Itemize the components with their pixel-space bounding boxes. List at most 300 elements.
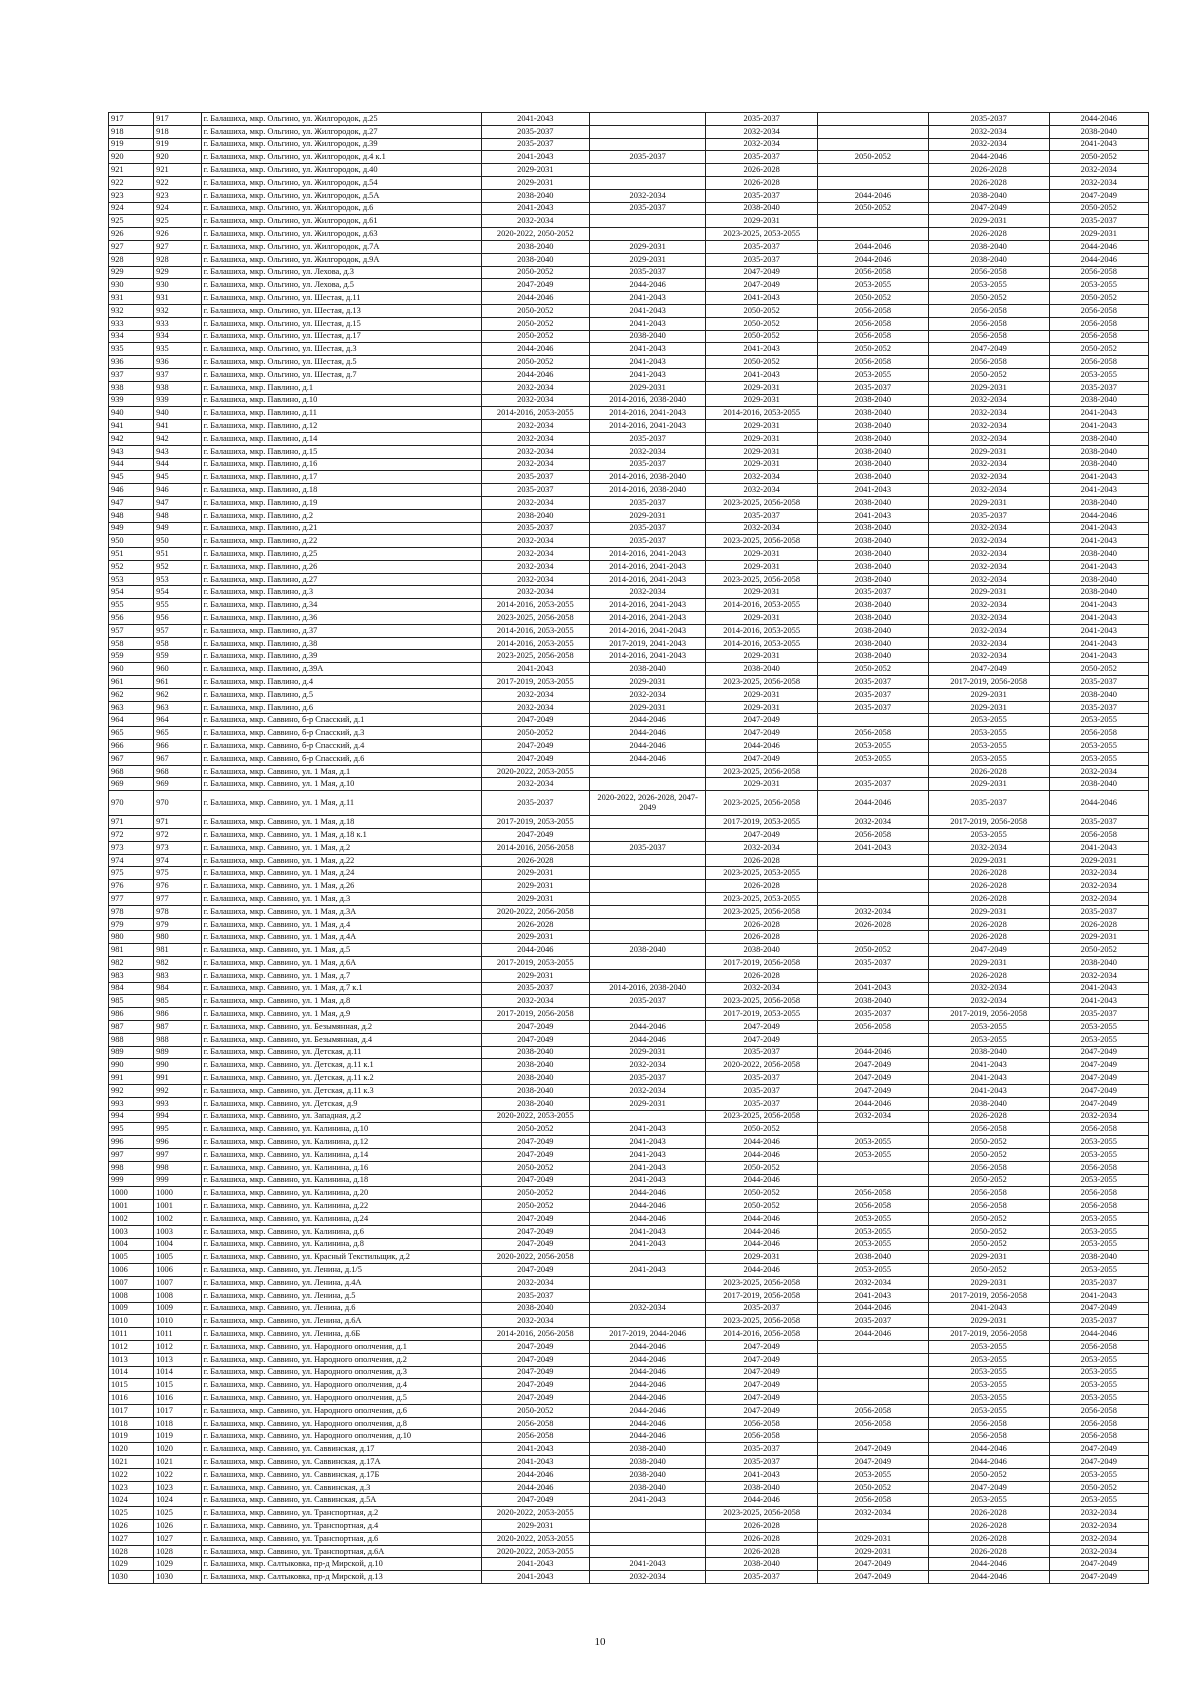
row-number-cell: 960 xyxy=(109,663,154,676)
period-3-cell: 2029-2031 xyxy=(706,586,818,599)
period-1-cell: 2029-2031 xyxy=(481,1520,589,1533)
period-2-cell: 2014-2016, 2038-2040 xyxy=(590,484,706,497)
house-id-cell: 968 xyxy=(154,765,201,778)
period-6-cell: 2032-2034 xyxy=(1049,1520,1148,1533)
period-4-cell: 2053-2055 xyxy=(818,1468,929,1481)
period-2-cell: 2035-2037 xyxy=(590,841,706,854)
house-id-cell: 947 xyxy=(154,496,201,509)
row-number-cell: 1005 xyxy=(109,1251,154,1264)
table-row xyxy=(109,1084,1149,1097)
period-4-cell xyxy=(818,1174,929,1187)
period-1-cell: 2017-2019, 2053-2055 xyxy=(481,957,589,970)
period-3-cell: 2029-2031 xyxy=(706,548,818,561)
period-5-cell: 2047-2049 xyxy=(928,944,1049,957)
period-6-cell: 2032-2034 xyxy=(1049,1507,1148,1520)
house-id-cell: 1030 xyxy=(154,1571,201,1584)
period-4-cell: 2056-2058 xyxy=(818,1417,929,1430)
house-id-cell: 1014 xyxy=(154,1366,201,1379)
period-3-cell: 2041-2043 xyxy=(706,1468,818,1481)
address-cell: г. Балашиха, мкр. Саввино, ул. 1 Мая, д.8 xyxy=(201,995,481,1008)
table-row xyxy=(109,1276,1149,1289)
period-5-cell: 2026-2028 xyxy=(928,1507,1049,1520)
period-4-cell: 2032-2034 xyxy=(818,1507,929,1520)
period-3-cell: 2017-2019, 2053-2055 xyxy=(706,1008,818,1021)
period-6-cell: 2053-2055 xyxy=(1049,1174,1148,1187)
period-1-cell: 2035-2037 xyxy=(481,484,589,497)
house-id-cell: 996 xyxy=(154,1136,201,1149)
period-5-cell: 2032-2034 xyxy=(928,624,1049,637)
address-cell: г. Балашиха, мкр. Павлино, д.26 xyxy=(201,560,481,573)
row-number-cell: 922 xyxy=(109,176,154,189)
table-row xyxy=(109,1059,1149,1072)
period-2-cell xyxy=(590,176,706,189)
period-6-cell: 2038-2040 xyxy=(1049,778,1148,791)
address-cell: г. Балашиха, мкр. Саввино, ул. Саввинская, д.5А xyxy=(201,1494,481,1507)
period-3-cell: 2014-2016, 2053-2055 xyxy=(706,407,818,420)
house-id-cell: 991 xyxy=(154,1072,201,1085)
period-4-cell: 2050-2052 xyxy=(818,202,929,215)
address-cell: г. Балашиха, мкр. Саввино, ул. Ленина, д.6 xyxy=(201,1302,481,1315)
house-id-cell: 1001 xyxy=(154,1200,201,1213)
row-number-cell: 1011 xyxy=(109,1328,154,1341)
address-cell: г. Балашиха, мкр. Ольгино, ул. Жилгородок, д.63 xyxy=(201,228,481,241)
row-number-cell: 951 xyxy=(109,548,154,561)
row-number-cell: 1030 xyxy=(109,1571,154,1584)
period-6-cell: 2035-2037 xyxy=(1049,1315,1148,1328)
period-4-cell xyxy=(818,228,929,241)
period-4-cell: 2053-2055 xyxy=(818,1136,929,1149)
house-id-cell: 1009 xyxy=(154,1302,201,1315)
address-cell: г. Балашиха, мкр. Саввино, б-р Спасский, д.4 xyxy=(201,740,481,753)
period-1-cell: 2047-2049 xyxy=(481,279,589,292)
period-3-cell: 2041-2043 xyxy=(706,368,818,381)
house-id-cell: 957 xyxy=(154,624,201,637)
period-5-cell: 2053-2055 xyxy=(928,752,1049,765)
period-5-cell: 2032-2034 xyxy=(928,420,1049,433)
period-6-cell: 2053-2055 xyxy=(1049,752,1148,765)
period-5-cell: 2026-2028 xyxy=(928,1532,1049,1545)
period-4-cell xyxy=(818,138,929,151)
period-5-cell: 2032-2034 xyxy=(928,535,1049,548)
period-6-cell: 2041-2043 xyxy=(1049,650,1148,663)
address-cell: г. Балашиха, мкр. Ольгино, ул. Жилгородок, д.54 xyxy=(201,176,481,189)
period-4-cell: 2044-2046 xyxy=(818,1302,929,1315)
period-4-cell: 2038-2040 xyxy=(818,624,929,637)
house-id-cell: 921 xyxy=(154,164,201,177)
house-id-cell: 985 xyxy=(154,995,201,1008)
period-5-cell: 2032-2034 xyxy=(928,650,1049,663)
address-cell: г. Балашиха, мкр. Саввино, ул. Народного ополчения, д.5 xyxy=(201,1392,481,1405)
table-row xyxy=(109,714,1149,727)
period-6-cell: 2041-2043 xyxy=(1049,637,1148,650)
period-3-cell: 2047-2049 xyxy=(706,279,818,292)
period-4-cell: 2053-2055 xyxy=(818,1225,929,1238)
house-id-cell: 942 xyxy=(154,432,201,445)
period-3-cell: 2023-2025, 2056-2058 xyxy=(706,496,818,509)
period-2-cell: 2044-2046 xyxy=(590,727,706,740)
period-3-cell: 2026-2028 xyxy=(706,854,818,867)
row-number-cell: 996 xyxy=(109,1136,154,1149)
period-4-cell: 2056-2058 xyxy=(818,727,929,740)
period-4-cell: 2047-2049 xyxy=(818,1084,929,1097)
period-2-cell: 2041-2043 xyxy=(590,368,706,381)
period-1-cell: 2020-2022, 2053-2055 xyxy=(481,1545,589,1558)
period-5-cell: 2026-2028 xyxy=(928,867,1049,880)
period-4-cell: 2053-2055 xyxy=(818,740,929,753)
period-3-cell: 2035-2037 xyxy=(706,509,818,522)
period-6-cell: 2032-2034 xyxy=(1049,867,1148,880)
table-body xyxy=(109,113,1149,1584)
period-6-cell: 2035-2037 xyxy=(1049,676,1148,689)
table-row xyxy=(109,854,1149,867)
period-1-cell: 2047-2049 xyxy=(481,1366,589,1379)
period-6-cell: 2056-2058 xyxy=(1049,727,1148,740)
period-6-cell: 2050-2052 xyxy=(1049,151,1148,164)
address-cell: г. Балашиха, мкр. Ольгино, ул. Шестая, д.13 xyxy=(201,304,481,317)
address-cell: г. Балашиха, мкр. Ольгино, ул. Шестая, д.7 xyxy=(201,368,481,381)
period-6-cell: 2041-2043 xyxy=(1049,471,1148,484)
table-row xyxy=(109,740,1149,753)
row-number-cell: 934 xyxy=(109,330,154,343)
period-1-cell: 2014-2016, 2053-2055 xyxy=(481,599,589,612)
period-1-cell: 2035-2037 xyxy=(481,982,589,995)
period-5-cell: 2029-2031 xyxy=(928,381,1049,394)
period-3-cell: 2029-2031 xyxy=(706,1251,818,1264)
period-1-cell: 2050-2052 xyxy=(481,1161,589,1174)
period-3-cell: 2047-2049 xyxy=(706,714,818,727)
period-5-cell: 2050-2052 xyxy=(928,1212,1049,1225)
address-cell: г. Балашиха, мкр. Саввино, ул. Народного ополчения, д.10 xyxy=(201,1430,481,1443)
period-1-cell: 2047-2049 xyxy=(481,829,589,842)
period-1-cell: 2032-2034 xyxy=(481,394,589,407)
house-id-cell: 1029 xyxy=(154,1558,201,1571)
period-6-cell: 2041-2043 xyxy=(1049,522,1148,535)
house-id-cell: 950 xyxy=(154,535,201,548)
house-id-cell: 997 xyxy=(154,1148,201,1161)
period-3-cell: 2026-2028 xyxy=(706,164,818,177)
period-3-cell: 2029-2031 xyxy=(706,458,818,471)
period-4-cell: 2041-2043 xyxy=(818,509,929,522)
period-2-cell: 2032-2034 xyxy=(590,445,706,458)
house-id-cell: 1028 xyxy=(154,1545,201,1558)
table-row xyxy=(109,1353,1149,1366)
table-row xyxy=(109,1264,1149,1277)
row-number-cell: 1003 xyxy=(109,1225,154,1238)
row-number-cell: 924 xyxy=(109,202,154,215)
house-id-cell: 1016 xyxy=(154,1392,201,1405)
table-row xyxy=(109,253,1149,266)
period-4-cell: 2035-2037 xyxy=(818,778,929,791)
period-2-cell: 2032-2034 xyxy=(590,1302,706,1315)
period-6-cell: 2053-2055 xyxy=(1049,714,1148,727)
period-1-cell: 2020-2022, 2053-2055 xyxy=(481,1507,589,1520)
house-id-cell: 1023 xyxy=(154,1481,201,1494)
table-row xyxy=(109,752,1149,765)
table-row xyxy=(109,1532,1149,1545)
period-3-cell: 2023-2025, 2056-2058 xyxy=(706,1507,818,1520)
period-2-cell: 2041-2043 xyxy=(590,343,706,356)
period-4-cell: 2035-2037 xyxy=(818,957,929,970)
period-2-cell: 2017-2019, 2041-2043 xyxy=(590,637,706,650)
period-4-cell: 2035-2037 xyxy=(818,586,929,599)
period-2-cell: 2020-2022, 2026-2028, 2047-2049 xyxy=(590,791,706,816)
period-1-cell: 2014-2016, 2053-2055 xyxy=(481,624,589,637)
row-number-cell: 983 xyxy=(109,969,154,982)
period-1-cell: 2032-2034 xyxy=(481,688,589,701)
table-row xyxy=(109,918,1149,931)
period-1-cell: 2050-2052 xyxy=(481,1404,589,1417)
period-1-cell: 2047-2049 xyxy=(481,1148,589,1161)
period-1-cell: 2023-2025, 2056-2058 xyxy=(481,650,589,663)
period-4-cell: 2047-2049 xyxy=(818,1558,929,1571)
row-number-cell: 963 xyxy=(109,701,154,714)
address-cell: г. Балашиха, мкр. Павлино, д.17 xyxy=(201,471,481,484)
period-6-cell: 2053-2055 xyxy=(1049,1366,1148,1379)
period-6-cell: 2041-2043 xyxy=(1049,599,1148,612)
address-cell: г. Балашиха, мкр. Саввино, ул. Калинина, д.14 xyxy=(201,1148,481,1161)
period-2-cell: 2035-2037 xyxy=(590,458,706,471)
table-row xyxy=(109,228,1149,241)
period-3-cell: 2029-2031 xyxy=(706,381,818,394)
period-4-cell: 2041-2043 xyxy=(818,982,929,995)
house-id-cell: 1027 xyxy=(154,1532,201,1545)
period-2-cell: 2044-2046 xyxy=(590,1200,706,1213)
period-5-cell: 2032-2034 xyxy=(928,522,1049,535)
period-2-cell: 2035-2037 xyxy=(590,266,706,279)
address-cell: г. Балашиха, мкр. Павлино, д.39А xyxy=(201,663,481,676)
house-id-cell: 1004 xyxy=(154,1238,201,1251)
row-number-cell: 939 xyxy=(109,394,154,407)
house-id-cell: 1025 xyxy=(154,1507,201,1520)
house-id-cell: 1021 xyxy=(154,1456,201,1469)
table-row xyxy=(109,1033,1149,1046)
period-1-cell: 2041-2043 xyxy=(481,1558,589,1571)
period-1-cell: 2029-2031 xyxy=(481,867,589,880)
period-2-cell: 2014-2016, 2041-2043 xyxy=(590,560,706,573)
house-id-cell: 981 xyxy=(154,944,201,957)
period-6-cell: 2056-2058 xyxy=(1049,1187,1148,1200)
period-4-cell: 2053-2055 xyxy=(818,1238,929,1251)
period-3-cell: 2029-2031 xyxy=(706,560,818,573)
period-6-cell: 2056-2058 xyxy=(1049,266,1148,279)
period-2-cell: 2044-2046 xyxy=(590,1212,706,1225)
house-id-cell: 982 xyxy=(154,957,201,970)
period-1-cell: 2044-2046 xyxy=(481,1468,589,1481)
period-1-cell: 2041-2043 xyxy=(481,1456,589,1469)
row-number-cell: 1001 xyxy=(109,1200,154,1213)
period-2-cell: 2035-2037 xyxy=(590,995,706,1008)
period-4-cell: 2038-2040 xyxy=(818,458,929,471)
house-id-cell: 993 xyxy=(154,1097,201,1110)
period-1-cell: 2044-2046 xyxy=(481,368,589,381)
period-6-cell: 2035-2037 xyxy=(1049,701,1148,714)
table-row xyxy=(109,969,1149,982)
table-row xyxy=(109,1520,1149,1533)
row-number-cell: 972 xyxy=(109,829,154,842)
address-cell: г. Балашиха, мкр. Ольгино, ул. Шестая, д.17 xyxy=(201,330,481,343)
period-4-cell: 2038-2040 xyxy=(818,650,929,663)
period-6-cell: 2047-2049 xyxy=(1049,1302,1148,1315)
table-row xyxy=(109,420,1149,433)
period-6-cell: 2056-2058 xyxy=(1049,1340,1148,1353)
address-cell: г. Балашиха, мкр. Саввино, б-р Спасский, д.1 xyxy=(201,714,481,727)
period-4-cell: 2047-2049 xyxy=(818,1059,929,1072)
house-id-cell: 998 xyxy=(154,1161,201,1174)
period-5-cell: 2056-2058 xyxy=(928,304,1049,317)
table-row xyxy=(109,778,1149,791)
row-number-cell: 919 xyxy=(109,138,154,151)
table-row xyxy=(109,1008,1149,1021)
period-4-cell: 2050-2052 xyxy=(818,663,929,676)
row-number-cell: 936 xyxy=(109,356,154,369)
address-cell: г. Балашиха, мкр. Саввино, ул. Транспортная, д.2 xyxy=(201,1507,481,1520)
row-number-cell: 933 xyxy=(109,317,154,330)
table-row xyxy=(109,650,1149,663)
period-5-cell: 2017-2019, 2056-2058 xyxy=(928,1289,1049,1302)
period-3-cell: 2044-2046 xyxy=(706,1494,818,1507)
period-1-cell: 2017-2019, 2056-2058 xyxy=(481,1008,589,1021)
period-4-cell: 2038-2040 xyxy=(818,599,929,612)
period-2-cell: 2029-2031 xyxy=(590,240,706,253)
period-4-cell: 2053-2055 xyxy=(818,1148,929,1161)
period-2-cell xyxy=(590,113,706,126)
period-6-cell: 2056-2058 xyxy=(1049,1161,1148,1174)
table-row xyxy=(109,496,1149,509)
period-3-cell: 2032-2034 xyxy=(706,841,818,854)
period-6-cell: 2041-2043 xyxy=(1049,484,1148,497)
period-1-cell: 2038-2040 xyxy=(481,1059,589,1072)
table-row xyxy=(109,1430,1149,1443)
house-id-cell: 944 xyxy=(154,458,201,471)
period-1-cell: 2050-2052 xyxy=(481,1187,589,1200)
period-3-cell: 2026-2028 xyxy=(706,969,818,982)
period-3-cell: 2047-2049 xyxy=(706,1392,818,1405)
table-row xyxy=(109,816,1149,829)
period-3-cell: 2035-2037 xyxy=(706,1571,818,1584)
table-row xyxy=(109,867,1149,880)
period-5-cell: 2029-2031 xyxy=(928,778,1049,791)
period-6-cell: 2029-2031 xyxy=(1049,854,1148,867)
address-cell: г. Балашиха, мкр. Саввино, ул. Калинина, д.20 xyxy=(201,1187,481,1200)
address-cell: г. Балашиха, мкр. Ольгино, ул. Жилгородок, д.25 xyxy=(201,113,481,126)
period-6-cell: 2053-2055 xyxy=(1049,1238,1148,1251)
period-3-cell: 2029-2031 xyxy=(706,420,818,433)
address-cell: г. Балашиха, мкр. Саввино, ул. Ленина, д.1/5 xyxy=(201,1264,481,1277)
period-5-cell: 2053-2055 xyxy=(928,1340,1049,1353)
period-6-cell: 2041-2043 xyxy=(1049,407,1148,420)
address-cell: г. Балашиха, мкр. Саввино, ул. 1 Мая, д.18 к.1 xyxy=(201,829,481,842)
address-cell: г. Балашиха, мкр. Павлино, д.18 xyxy=(201,484,481,497)
address-cell: г. Балашиха, мкр. Саввино, ул. 1 Мая, д.2 xyxy=(201,841,481,854)
period-4-cell xyxy=(818,1161,929,1174)
row-number-cell: 994 xyxy=(109,1110,154,1123)
period-3-cell: 2038-2040 xyxy=(706,1558,818,1571)
period-4-cell: 2035-2037 xyxy=(818,381,929,394)
address-cell: г. Балашиха, мкр. Ольгино, ул. Шестая, д.11 xyxy=(201,292,481,305)
period-4-cell: 2038-2040 xyxy=(818,535,929,548)
table-row xyxy=(109,1302,1149,1315)
period-4-cell: 2035-2037 xyxy=(818,676,929,689)
address-cell: г. Балашиха, мкр. Павлино, д.12 xyxy=(201,420,481,433)
period-5-cell: 2047-2049 xyxy=(928,202,1049,215)
period-2-cell xyxy=(590,1276,706,1289)
period-4-cell: 2044-2046 xyxy=(818,253,929,266)
house-id-cell: 937 xyxy=(154,368,201,381)
period-5-cell: 2026-2028 xyxy=(928,1520,1049,1533)
period-5-cell: 2029-2031 xyxy=(928,854,1049,867)
address-cell: г. Балашиха, мкр. Ольгино, ул. Шестая, д.15 xyxy=(201,317,481,330)
table-row xyxy=(109,624,1149,637)
period-3-cell: 2029-2031 xyxy=(706,445,818,458)
period-2-cell: 2044-2046 xyxy=(590,1033,706,1046)
row-number-cell: 1014 xyxy=(109,1366,154,1379)
period-1-cell: 2029-2031 xyxy=(481,880,589,893)
period-3-cell: 2047-2049 xyxy=(706,1353,818,1366)
period-4-cell: 2038-2040 xyxy=(818,522,929,535)
address-cell: г. Балашиха, мкр. Саввино, ул. Транспортная, д.4 xyxy=(201,1520,481,1533)
row-number-cell: 952 xyxy=(109,560,154,573)
house-id-cell: 941 xyxy=(154,420,201,433)
period-3-cell: 2047-2049 xyxy=(706,1033,818,1046)
address-cell: г. Балашиха, мкр. Саввино, ул. Народного ополчения, д.3 xyxy=(201,1366,481,1379)
period-1-cell: 2014-2016, 2056-2058 xyxy=(481,1328,589,1341)
period-4-cell: 2056-2058 xyxy=(818,266,929,279)
row-number-cell: 984 xyxy=(109,982,154,995)
period-1-cell: 2056-2058 xyxy=(481,1417,589,1430)
period-4-cell: 2041-2043 xyxy=(818,1289,929,1302)
period-1-cell: 2035-2037 xyxy=(481,1289,589,1302)
period-5-cell: 2029-2031 xyxy=(928,905,1049,918)
house-id-cell: 952 xyxy=(154,560,201,573)
period-2-cell xyxy=(590,778,706,791)
period-4-cell: 2038-2040 xyxy=(818,471,929,484)
period-6-cell: 2041-2043 xyxy=(1049,624,1148,637)
period-1-cell: 2032-2034 xyxy=(481,573,589,586)
period-2-cell xyxy=(590,867,706,880)
period-1-cell: 2038-2040 xyxy=(481,1084,589,1097)
period-4-cell xyxy=(818,893,929,906)
table-row xyxy=(109,1507,1149,1520)
period-6-cell: 2050-2052 xyxy=(1049,343,1148,356)
row-number-cell: 935 xyxy=(109,343,154,356)
period-1-cell: 2038-2040 xyxy=(481,1072,589,1085)
period-5-cell: 2017-2019, 2056-2058 xyxy=(928,1008,1049,1021)
period-2-cell xyxy=(590,765,706,778)
row-number-cell: 1029 xyxy=(109,1558,154,1571)
table-row xyxy=(109,522,1149,535)
table-row xyxy=(109,1110,1149,1123)
period-1-cell: 2032-2034 xyxy=(481,560,589,573)
table-row xyxy=(109,727,1149,740)
period-4-cell: 2056-2058 xyxy=(818,829,929,842)
table-row xyxy=(109,905,1149,918)
row-number-cell: 982 xyxy=(109,957,154,970)
row-number-cell: 932 xyxy=(109,304,154,317)
address-cell: г. Балашиха, мкр. Саввино, ул. Калинина, д.8 xyxy=(201,1238,481,1251)
table-row xyxy=(109,676,1149,689)
period-3-cell: 2023-2025, 2056-2058 xyxy=(706,995,818,1008)
period-6-cell: 2047-2049 xyxy=(1049,1456,1148,1469)
row-number-cell: 1013 xyxy=(109,1353,154,1366)
house-id-cell: 1003 xyxy=(154,1225,201,1238)
period-3-cell: 2014-2016, 2056-2058 xyxy=(706,1328,818,1341)
period-4-cell: 2050-2052 xyxy=(818,292,929,305)
row-number-cell: 929 xyxy=(109,266,154,279)
period-5-cell: 2056-2058 xyxy=(928,356,1049,369)
table-row xyxy=(109,176,1149,189)
period-6-cell: 2038-2040 xyxy=(1049,548,1148,561)
period-1-cell: 2029-2031 xyxy=(481,176,589,189)
